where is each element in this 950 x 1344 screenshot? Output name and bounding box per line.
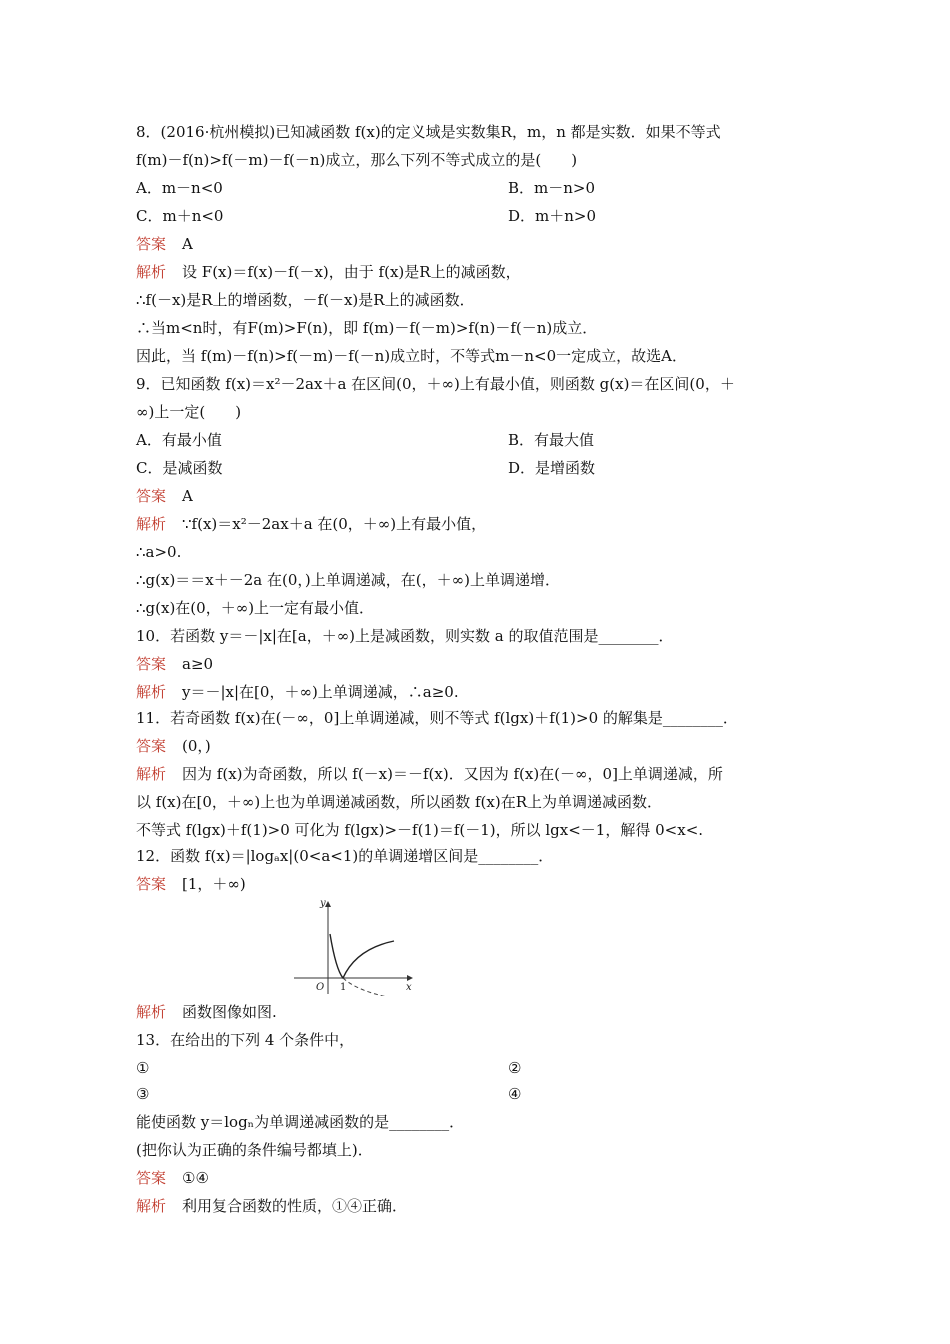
- q10-answer: a≥0: [182, 655, 214, 673]
- q13-condition-3: ③: [136, 1085, 150, 1103]
- q13-analysis-line: [136, 1196, 816, 1216]
- q11-analysis-text-1: 因为 f(x)为奇函数，所以 f(－x)＝－f(x)．又因为 f(x)在(－∞，0]上单调递减，所: [182, 765, 723, 783]
- q9-option-c: C．是减函数: [136, 459, 223, 477]
- q8-stem-line-2: f(m)－f(n)>f(－m)－f(－n)成立，那么下列不等式成立的是( ): [136, 151, 578, 169]
- analysis-label: 解析: [136, 515, 167, 533]
- q13-condition-1: ①: [136, 1059, 150, 1077]
- q8-stem-line-1: 8．(2016·杭州模拟)已知减函数 f(x)的定义域是实数集R，m，n 都是实数．如果不等式: [136, 123, 721, 141]
- answer-label: 答案: [136, 235, 167, 253]
- q9-analysis-line-1: [136, 514, 816, 534]
- q11-analysis-line-1: [136, 764, 816, 784]
- q9-option-a: A．有最小值: [136, 431, 222, 449]
- analysis-label: 解析: [136, 263, 167, 281]
- q12-answer: [1，＋∞): [182, 875, 246, 893]
- q9-analysis-text-1: ∵f(x)＝x²－2ax＋a 在(0，＋∞)上有最小值，: [182, 515, 487, 533]
- q13-stem-line-2: 能使函数 y＝logₙ为单调递减函数的是________．: [136, 1113, 465, 1131]
- log-abs-graph: [290, 896, 420, 996]
- curve-log-dashed: [343, 978, 392, 996]
- curve-abs-log: [330, 934, 394, 978]
- q9-stem-line-1: 9．已知函数 f(x)＝x²－2ax＋a 在区间(0，＋∞)上有最小值，则函数 g(x)＝在区间(0，＋: [136, 375, 735, 393]
- x-axis-label: x: [406, 982, 412, 993]
- q10-analysis: y＝－|x|在[0，＋∞)上单调递减，∴a≥0.: [182, 683, 459, 701]
- answer-label: 答案: [136, 1169, 167, 1187]
- analysis-label: 解析: [136, 1197, 167, 1215]
- answer-label: 答案: [136, 487, 167, 505]
- q9-analysis-line-3: ∴g(x)＝＝x＋－2a 在(0，)上单调递减，在(，＋∞)上单调递增．: [136, 571, 560, 589]
- q9-analysis-line-2: ∴a>0.: [136, 543, 182, 561]
- q8-answer-line: [136, 234, 816, 254]
- origin-label: O: [316, 982, 325, 993]
- q8-analysis-line-3: ∴当m<n时，有F(m)>F(n)，即 f(m)－f(－m)>f(n)－f(－n)成立．: [136, 319, 598, 337]
- q11-analysis-line-2: 以 f(x)在[0，＋∞)上也为单调递减函数，所以函数 f(x)在R上为单调递减函数．: [136, 793, 663, 811]
- q9-option-d: D．是增函数: [508, 459, 596, 477]
- q10-answer-line: [136, 654, 816, 674]
- q9-analysis-line-4: ∴g(x)在(0，＋∞)上一定有最小值．: [136, 599, 375, 617]
- q13-condition-4: ④: [508, 1085, 522, 1103]
- q13-stem-line-3: (把你认为正确的条件编号都填上)．: [136, 1141, 373, 1159]
- q9-stem-line-2: ∞)上一定( ): [136, 403, 242, 421]
- q11-answer-line: [136, 736, 816, 756]
- answer-label: 答案: [136, 737, 167, 755]
- q8-answer: A: [182, 235, 193, 253]
- q13-condition-2: ②: [508, 1059, 522, 1077]
- q10-analysis-line: [136, 682, 816, 702]
- q13-analysis: 利用复合函数的性质，①④正确．: [182, 1197, 408, 1215]
- analysis-label: 解析: [136, 1003, 167, 1021]
- answer-label: 答案: [136, 655, 167, 673]
- q12-answer-line: [136, 874, 816, 894]
- answer-label: 答案: [136, 875, 167, 893]
- q13-answer-line: [136, 1168, 816, 1188]
- q9-answer-line: [136, 486, 816, 506]
- q11-analysis-line-3: 不等式 f(lgx)＋f(1)>0 可化为 f(lgx)>－f(1)＝f(－1)，所以 lgx<－1，解得 0<x<.: [136, 821, 704, 839]
- q8-option-a: A．m－n<0: [136, 179, 223, 197]
- q8-option-d: D．m＋n>0: [508, 207, 597, 225]
- q8-option-c: C．m＋n<0: [136, 207, 224, 225]
- analysis-label: 解析: [136, 765, 167, 783]
- q12-stem: 12．函数 f(x)＝|logₐx|(0<a<1)的单调递增区间是________．: [136, 847, 554, 865]
- analysis-label: 解析: [136, 683, 167, 701]
- q8-analysis-line-1: [136, 262, 816, 282]
- q9-answer: A: [182, 487, 193, 505]
- tick-label-one: 1: [340, 982, 347, 993]
- q8-option-b: B．m－n>0: [508, 179, 596, 197]
- q8-analysis-text-1: 设 F(x)＝f(x)－f(－x)，由于 f(x)是R上的减函数，: [182, 263, 521, 281]
- q8-analysis-line-4: 因此，当 f(m)－f(n)>f(－m)－f(－n)成立时，不等式m－n<0一定成立，故选A．: [136, 347, 687, 365]
- q9-option-b: B．有最大值: [508, 431, 595, 449]
- q11-stem: 11．若奇函数 f(x)在(－∞，0]上单调递减，则不等式 f(lgx)＋f(1)>0 的解集是________．: [136, 709, 738, 727]
- q12-analysis-line: [136, 1002, 816, 1022]
- q11-answer: (0，): [182, 737, 211, 755]
- q13-answer: ①④: [182, 1169, 209, 1187]
- q12-analysis: 函数图像如图.: [182, 1003, 277, 1021]
- q8-analysis-line-2: ∴f(－x)是R上的增函数，－f(－x)是R上的减函数．: [136, 291, 475, 309]
- y-axis-label: y: [320, 898, 326, 909]
- q10-stem: 10．若函数 y＝－|x|在[a，＋∞)上是减函数，则实数 a 的取值范围是________．: [136, 627, 674, 645]
- q13-stem: 13．在给出的下列 4 个条件中，: [136, 1031, 355, 1049]
